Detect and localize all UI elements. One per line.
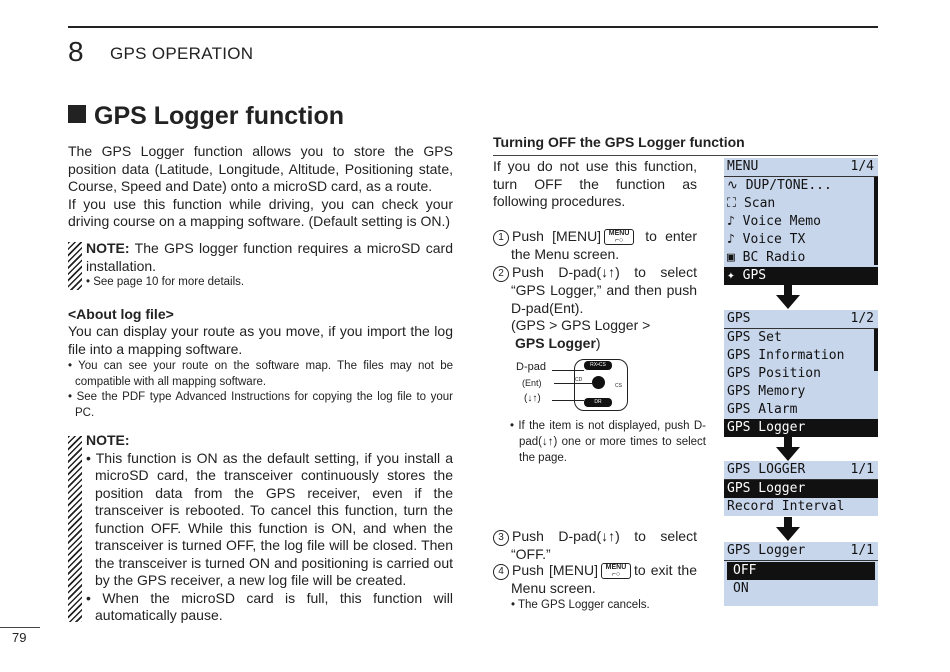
lcd-item: ⛶ Scan — [727, 196, 776, 211]
lcd-item: Record Interval — [727, 499, 845, 514]
step-number: 2 — [493, 266, 509, 282]
section-title-text: GPS Logger function — [94, 102, 344, 130]
dpad-bottom-key: DR — [584, 398, 612, 407]
dpad-center-icon — [592, 376, 605, 389]
about-bullet-1: • You can see your route on the software map. The files may not be compatible with all mapping software. — [68, 360, 453, 388]
microphone-icon: ♪ — [727, 232, 735, 247]
note-hatch-icon — [68, 436, 82, 622]
lcd-logger-screen — [724, 461, 878, 516]
header-rule — [68, 26, 878, 28]
note-1-bullet: • See page 10 for more details. — [86, 276, 245, 288]
lcd-item: GPS Position — [727, 366, 821, 381]
step-1 — [493, 228, 697, 264]
menu-key-label: MENU — [605, 564, 627, 572]
dpad-label: D-pad — [516, 361, 546, 373]
lcd-item: ON — [733, 581, 749, 596]
dpad-left-key: CD — [575, 377, 583, 383]
lcd-title: MENU — [727, 159, 759, 174]
lcd-title: GPS LOGGER — [727, 462, 806, 477]
step-number: 4 — [493, 564, 509, 580]
lcd-page: 1/1 — [850, 462, 874, 477]
procedure-rule — [493, 155, 878, 156]
radio-icon: ▣ — [727, 250, 735, 265]
step-2-path-end: ) — [595, 334, 601, 351]
lcd-scrollbar — [874, 329, 878, 371]
about-title: <About log file> — [68, 306, 174, 322]
lcd-page: 1/4 — [850, 159, 874, 174]
chapter-title: GPS OPERATION — [110, 44, 254, 63]
lcd-header — [724, 310, 878, 329]
footer-rule — [0, 627, 40, 628]
lcd-item-selected: GPS Logger — [724, 480, 878, 498]
lcd-item: ▣ BC Radio — [727, 250, 806, 265]
lcd-title: GPS Logger — [727, 543, 806, 558]
note-2-bullet-2: • When the microSD card is full, this function will automatically pause. — [86, 589, 453, 623]
lcd-header — [724, 461, 878, 480]
step-4 — [493, 562, 697, 613]
lcd-item-selected: OFF — [727, 562, 875, 580]
dpad-diagram — [512, 357, 632, 413]
step-1-text-a: Push [MENU] — [512, 228, 602, 244]
menu-key-icon: MENU ⌐○ — [604, 229, 634, 245]
step-4-text-b: to exit the Menu screen. — [511, 562, 697, 596]
step-4-bullet: • The GPS Logger cancels. — [511, 598, 650, 611]
satellite-icon: ✦ — [727, 268, 735, 283]
lcd-header — [724, 158, 878, 177]
lcd-setting-screen — [724, 542, 878, 606]
lcd-scrollbar — [874, 177, 878, 265]
lcd-item: ♪ Voice Memo — [727, 214, 821, 229]
note-2-label: NOTE: — [86, 432, 130, 448]
step-1-text-b: to enter the Menu screen. — [511, 228, 697, 262]
intro-text-1: The GPS Logger function allows you to store the GPS position data (Latitude, Longitude, Altitude, Positioning state, Course, Speed and Date) onto a microSD card, as a route. — [68, 143, 453, 194]
note-hatch-icon — [68, 242, 82, 290]
note-2 — [86, 432, 453, 625]
step-2-bullet: • If the item is not displayed, push D-pad(↓↑) one or more times to select the page. — [510, 420, 706, 464]
note-1-label: NOTE: — [86, 240, 130, 256]
microphone-icon: ♪ — [727, 214, 735, 229]
leader-line — [554, 383, 592, 384]
section-title — [68, 102, 344, 131]
lcd-menu-screen — [724, 158, 878, 285]
lcd-item: GPS Alarm — [727, 402, 798, 417]
page-number: 79 — [12, 630, 27, 645]
step-2-text: Push D-pad(↓↑) to select “GPS Logger,” and then push D-pad(Ent). — [511, 264, 697, 316]
intro-text-2: If you use this function while driving, you can check your driving course on a mapping software. (Default setting is ON.) — [68, 195, 453, 229]
leader-line — [552, 370, 584, 371]
step-2-path-bold: GPS Logger — [515, 334, 596, 351]
step-number: 1 — [493, 230, 509, 246]
procedure-intro: If you do not use this function, turn OFF the function as following procedures. — [493, 158, 697, 209]
dpad-updown-label: (↓↑) — [524, 393, 541, 404]
lcd-item: ♪ Voice TX — [727, 232, 806, 247]
about-text: You can display your route as you move, if you import the log file into a mapping software. — [68, 323, 453, 357]
tone-icon: ∿ — [727, 178, 738, 193]
binoculars-icon: ⛶ — [727, 196, 737, 211]
note-1-text: The GPS logger function requires a microSD card installation. — [86, 240, 453, 274]
chapter-number: 8 — [68, 36, 84, 67]
step-number: 3 — [493, 530, 509, 546]
step-2 — [493, 264, 697, 352]
lcd-title: GPS — [727, 311, 751, 326]
step-3 — [493, 528, 697, 564]
note-1 — [86, 240, 453, 291]
lcd-item-selected: GPS Logger — [724, 419, 878, 437]
menu-key-icon: MENU ⌐○ — [601, 563, 631, 579]
leader-line — [552, 400, 584, 401]
lcd-item: GPS Memory — [727, 384, 806, 399]
note-2-bullet-1: • This function is ON as the default setting, if you install a microSD card, the transceiver continuously stores the position data from the GPS receiver, even if the transceiver is rebooted. To cancel this function, turn the function OFF. While this function is ON, and when the transceiver is turned OFF, the log file will be closed. Then the transceiver is turned ON and positioning is carried out by the GPS receiver, a new log file will be created. — [86, 449, 453, 588]
lcd-page: 1/1 — [850, 543, 874, 558]
lcd-item-selected: ✦ GPS — [724, 267, 878, 285]
about-bullet-2: • See the PDF type Advanced Instructions for copying the log file to your PC. — [68, 391, 453, 419]
lcd-page: 1/2 — [850, 311, 874, 326]
step-3-text: Push D-pad(↓↑) to select “OFF.” — [511, 528, 697, 562]
lcd-item: ∿ DUP/TONE... — [727, 178, 832, 193]
lcd-header — [724, 542, 878, 561]
lcd-item: GPS Set — [727, 330, 782, 345]
menu-key-label: MENU — [608, 230, 630, 238]
lcd-item: GPS Information — [727, 348, 845, 363]
square-bullet-icon — [68, 105, 86, 123]
lcd-gps-screen — [724, 310, 878, 437]
dpad-right-key: CS — [615, 383, 622, 389]
dpad-top-key: RX•CS — [584, 361, 612, 370]
about-log-file — [68, 305, 453, 421]
intro-paragraph — [68, 143, 453, 231]
dpad-ent-label: (Ent) — [522, 378, 542, 388]
step-2-path: (GPS > GPS Logger > — [511, 317, 651, 333]
step-4-text-a: Push [MENU] — [512, 562, 598, 578]
procedure-heading: Turning OFF the GPS Logger function — [493, 134, 745, 150]
